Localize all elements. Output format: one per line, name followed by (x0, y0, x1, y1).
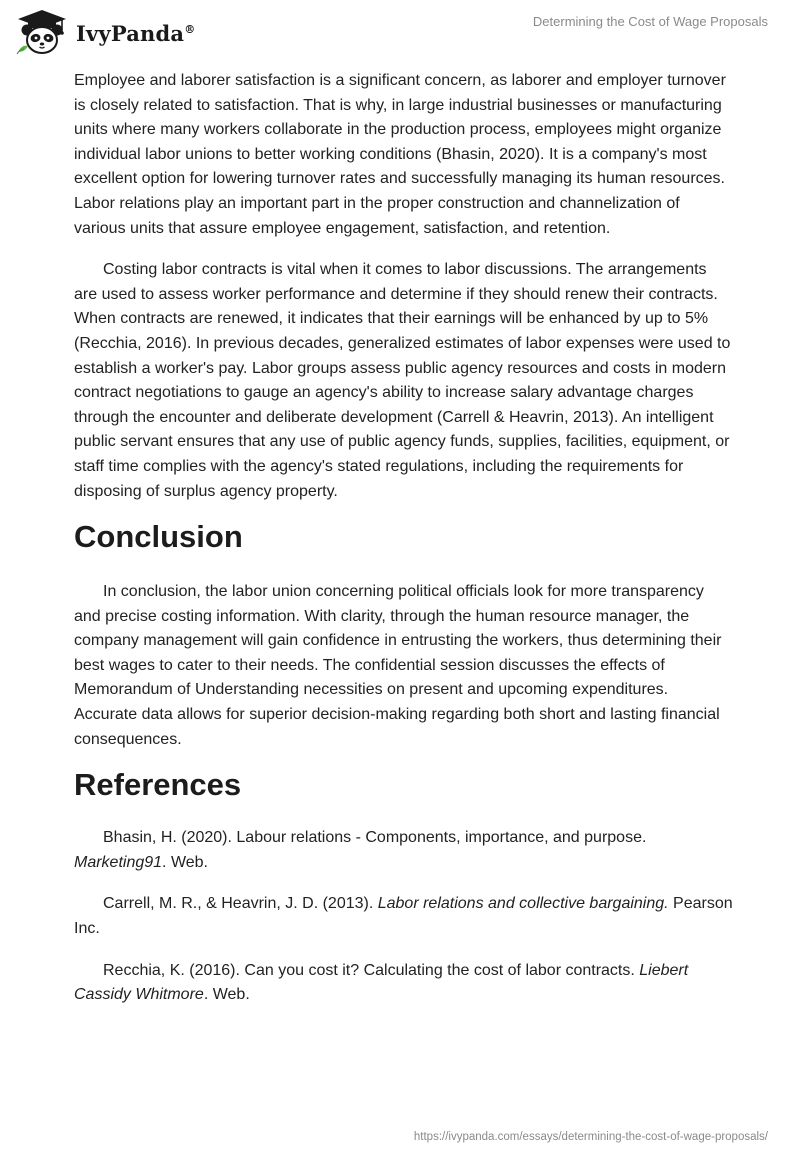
reference-item: Carrell, M. R., & Heavrin, J. D. (2013). Labor relations and collective bargaining. Pearson Inc. (74, 895, 733, 938)
essay-content (74, 69, 734, 1008)
conclusion-paragraph: In conclusion, the labor union concerning political officials look for more transparency and precise costing information. With clarity, through the human resource manager, the company management will gain confidence in entrusting the workers, thus determining their best wages to cater to their needs. The confidential session discusses the effects of Memorandum of Understanding necessities on present and upcoming expenditures. Accurate data allows for superior decision-making regarding both short and lasting financial consequences. (74, 583, 722, 748)
reference-source: Liebert Cassidy Whitmore (74, 961, 689, 1004)
references-heading: References (74, 767, 242, 803)
brand-logo[interactable] (14, 8, 195, 56)
page-header (0, 0, 800, 70)
body-paragraph-2: Costing labor contracts is vital when it comes to labor discussions. The arrangements are used to assess worker performance and determine if they should renew their contracts. When contracts are renewed, it indicates that their earnings will be enhanced by up to 5% (Recchia, 2016). In previous decades, generalized estimates of labor expenses were used to establish a worker's pay. Labor groups assess public agency resources and costs in modern contract negotiations to gauge an agency's ability to increase salary advantage charges through the encounter and deliberate development (Carrell & Heavrin, 2013). An intelligent public servant ensures that any use of public agency funds, supplies, facilities, equipment, or staff time complies with the agency's stated regulations, including the requirements for disposing of surplus agency property. (74, 261, 731, 500)
body-paragraph-1: Employee and laborer satisfaction is a significant concern, as laborer and employer turnover is closely related to satisfaction. That is why, in large industrial businesses or manufacturing units where many workers collaborate in the production process, employees might organize individual labor unions to better working conditions (Bhasin, 2020). It is a company's most excellent option for lowering turnover rates and successfully managing its human resources. Labor relations play an important part in the proper construction and channelization of various units that assure employee engagement, satisfaction, and retention. (74, 72, 726, 237)
reference-source: Labor relations and collective bargaining. (377, 895, 669, 913)
reference-item: Bhasin, H. (2020). Labour relations - Components, importance, and purpose. Marketing91. Web. (74, 829, 647, 871)
source-url-link[interactable]: https://ivypanda.com/essays/determining-the-cost-of-wage-proposals/ (413, 1131, 768, 1143)
reference-source: Marketing91 (74, 853, 163, 871)
brand-name: IvyPanda® (76, 20, 196, 46)
document-title: Determining the Cost of Wage Proposals (532, 14, 768, 29)
reference-item: Recchia, K. (2016). Can you cost it? Calculating the cost of labor contracts. Liebert Cassidy Whitmore. Web. (74, 961, 689, 1004)
conclusion-heading: Conclusion (74, 519, 243, 555)
panda-graduate-icon (14, 8, 70, 56)
